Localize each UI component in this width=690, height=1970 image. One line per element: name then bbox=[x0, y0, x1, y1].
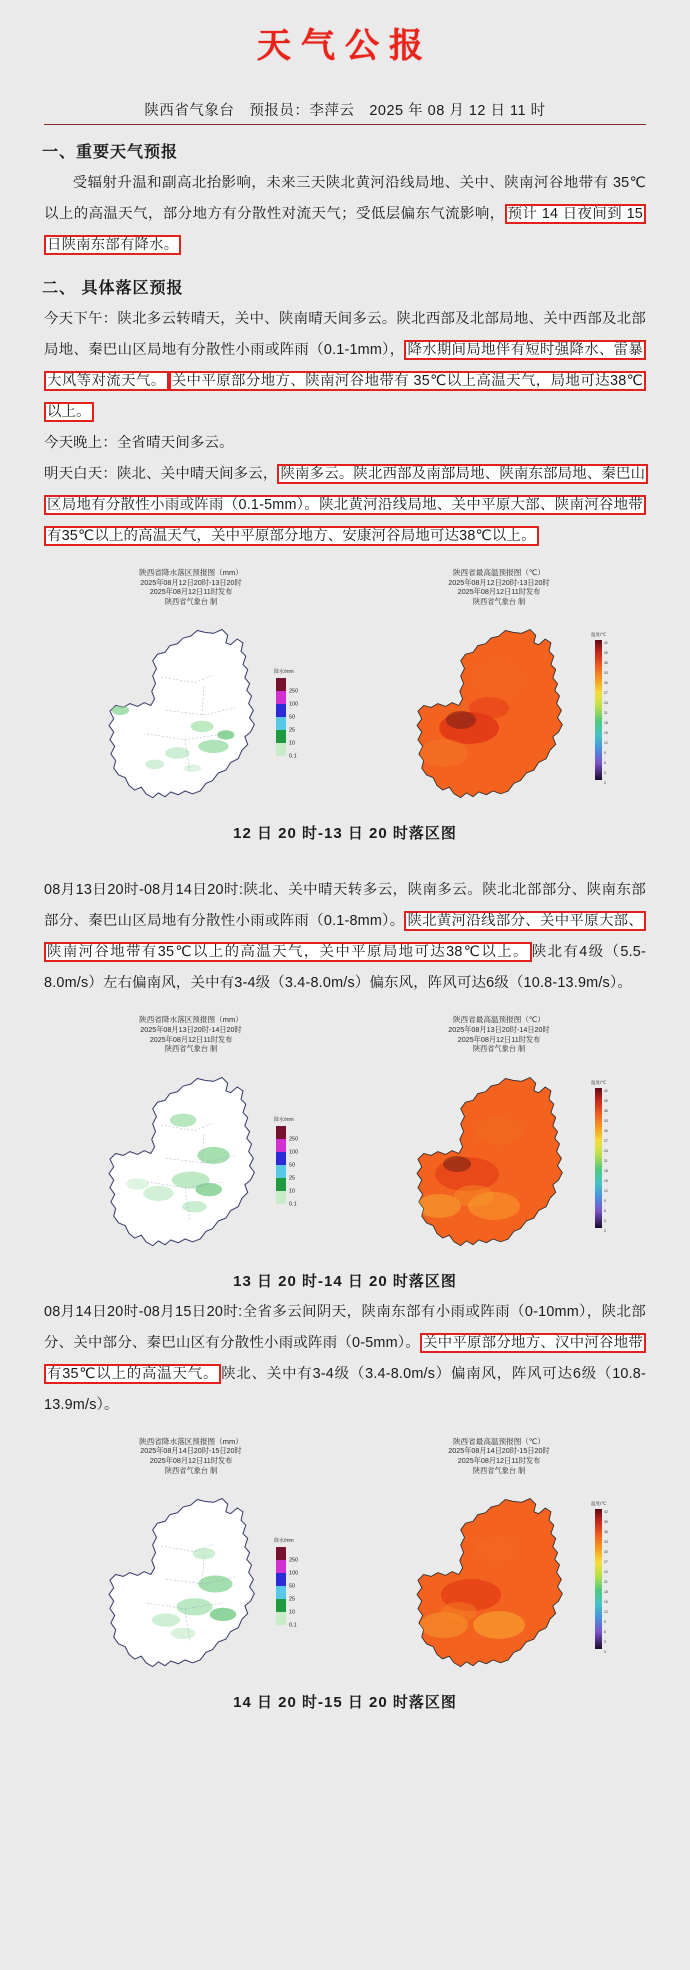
svg-text:24: 24 bbox=[604, 701, 608, 706]
body-text: 受辐射升温和副高北抬影响，未来三天陕北黄河沿线局地、关中、陕南河谷地带有 35℃以上的高温天气，部分地方有分散性对流天气；受低层偏东气流影响， bbox=[44, 175, 646, 222]
svg-text:10: 10 bbox=[289, 1188, 296, 1195]
svg-text:10: 10 bbox=[289, 1609, 296, 1616]
highlighted-text: 降水期间局地伴有短时强降水、雷暴大风等对流天气。 bbox=[44, 340, 646, 391]
svg-text:3: 3 bbox=[604, 1640, 606, 1645]
map-title-line: 陕西省气象台 制 bbox=[164, 1044, 218, 1054]
svg-text:39: 39 bbox=[604, 1098, 608, 1103]
svg-text:250: 250 bbox=[289, 1136, 299, 1143]
maps-root bbox=[0, 568, 690, 1712]
map-title bbox=[349, 1015, 649, 1053]
spacer bbox=[0, 849, 690, 875]
map-title-line: 2025年08月13日20时-14日20时 bbox=[140, 1024, 242, 1034]
map-title-line: 2025年08月12日20时-13日20时 bbox=[448, 577, 550, 587]
highlighted-text: 关中平原部分地方、汉中河谷地带有35℃以上的高温天气。 bbox=[44, 1333, 646, 1384]
map-canvas bbox=[349, 1056, 649, 1266]
svg-text:21: 21 bbox=[604, 1580, 608, 1585]
svg-text:0.1: 0.1 bbox=[289, 753, 297, 760]
map-title-line: 陕西省降水落区预报图（mm） bbox=[139, 1436, 243, 1446]
svg-text:21: 21 bbox=[604, 711, 608, 716]
map-title-line: 2025年08月12日11时发布 bbox=[457, 1034, 541, 1044]
map-title-line: 2025年08月12日11时发布 bbox=[149, 1034, 233, 1044]
svg-text:6: 6 bbox=[604, 1630, 606, 1635]
temperature-map bbox=[349, 1056, 649, 1266]
section-heading: 二、 具体落区预报 bbox=[42, 280, 184, 297]
map-title-line: 2025年08月12日11时发布 bbox=[457, 587, 541, 597]
svg-text:30: 30 bbox=[604, 1128, 608, 1133]
svg-text:降水/mm: 降水/mm bbox=[274, 1538, 294, 1545]
svg-text:3: 3 bbox=[604, 771, 606, 776]
body-text: 陕北有4级（5.5-8.0m/s）左右偏南风，关中有3-4级（3.4-8.0m/s）偏东风，阵风可达6级（10.8-13.9m/s）。 bbox=[44, 944, 646, 992]
paragraph bbox=[44, 1297, 646, 1421]
svg-text:0: 0 bbox=[604, 1650, 606, 1655]
body-text: 明天白天：陕北、关中晴天间多云， bbox=[44, 466, 278, 482]
map-title-line: 陕西省气象台 制 bbox=[472, 596, 526, 606]
svg-text:温度/℃: 温度/℃ bbox=[591, 1501, 607, 1507]
map-title-line: 陕西省气象台 制 bbox=[164, 596, 218, 606]
precipitation-figure bbox=[41, 1437, 341, 1687]
map-canvas bbox=[349, 608, 649, 818]
map-canvas bbox=[349, 1477, 649, 1687]
svg-text:25: 25 bbox=[289, 727, 296, 734]
map-caption: 14 日 20 时-15 日 20 时落区图 bbox=[233, 1694, 457, 1712]
precipitation-figure bbox=[41, 568, 341, 818]
map-canvas bbox=[41, 1056, 341, 1266]
map-title-line: 陕西省气象台 制 bbox=[472, 1044, 526, 1054]
map-title-line: 陕西省气象台 制 bbox=[472, 1465, 526, 1475]
byline: 陕西省气象台 预报员：李萍云 2025 年 08 月 12 日 11 时 bbox=[144, 103, 546, 119]
map-canvas bbox=[41, 1477, 341, 1687]
svg-text:30: 30 bbox=[604, 1550, 608, 1555]
temperature-map bbox=[349, 608, 649, 818]
body-text: 08月13日20时-08月14日20时:陕北、关中晴天转多云，陕南多云。陕北北部部分、陕南东部部分、秦巴山区局地有分散性小雨或阵雨（0.1-8mm）。 bbox=[44, 882, 646, 930]
svg-text:27: 27 bbox=[604, 691, 608, 696]
svg-text:250: 250 bbox=[289, 688, 299, 695]
svg-text:33: 33 bbox=[604, 1118, 608, 1123]
svg-text:9: 9 bbox=[604, 1198, 606, 1203]
paragraph bbox=[44, 875, 646, 999]
paragraph bbox=[44, 459, 646, 552]
sections-root bbox=[0, 139, 690, 552]
svg-text:降水/mm: 降水/mm bbox=[274, 1116, 294, 1123]
svg-text:25: 25 bbox=[289, 1175, 296, 1182]
map-title-line: 2025年08月12日11时发布 bbox=[457, 1455, 541, 1465]
map-title-line: 2025年08月12日20时-13日20时 bbox=[140, 577, 242, 587]
svg-text:42: 42 bbox=[604, 1088, 608, 1093]
map-title bbox=[41, 1015, 341, 1053]
svg-text:50: 50 bbox=[289, 1583, 296, 1590]
svg-text:12: 12 bbox=[604, 1188, 608, 1193]
svg-text:18: 18 bbox=[604, 1590, 608, 1595]
svg-text:9: 9 bbox=[604, 751, 606, 756]
svg-text:24: 24 bbox=[604, 1148, 608, 1153]
svg-text:10: 10 bbox=[289, 740, 296, 747]
temperature-map bbox=[349, 1477, 649, 1687]
body-text: 今天晚上：全省晴天间多云。 bbox=[44, 435, 234, 451]
map-title bbox=[349, 568, 649, 606]
svg-text:15: 15 bbox=[604, 1178, 608, 1183]
map-title-line: 陕西省降水落区预报图（mm） bbox=[139, 1015, 243, 1025]
svg-text:0.1: 0.1 bbox=[289, 1201, 297, 1208]
precipitation-figure bbox=[41, 1015, 341, 1265]
svg-text:24: 24 bbox=[604, 1570, 608, 1575]
map-title bbox=[349, 1437, 649, 1475]
svg-text:30: 30 bbox=[604, 681, 608, 686]
highlighted-text: 陕南多云。陕北西部及南部局地、陕南东部局地、秦巴山区局地有分散性小雨或阵雨（0.1-5mm）。陕北黄河沿线局地、关中平原大部、陕南河谷地带有35℃以上的高温天气，关中平原部分地方、安康河谷局地可达38℃以上。 bbox=[44, 464, 648, 546]
temperature-figure bbox=[349, 568, 649, 818]
paragraph bbox=[44, 428, 646, 459]
body-text: 今天下午：陕北多云转晴天，关中、陕南晴天间多云。陕北西部及北部局地、关中西部及北部局地、秦巴山区局地有分散性小雨或阵雨（0.1-1mm）， bbox=[44, 311, 646, 358]
svg-text:3: 3 bbox=[604, 1218, 606, 1223]
svg-text:33: 33 bbox=[604, 1540, 608, 1545]
map-block bbox=[0, 1437, 690, 1712]
svg-text:降水/mm: 降水/mm bbox=[274, 669, 294, 676]
svg-text:39: 39 bbox=[604, 1520, 608, 1525]
svg-text:21: 21 bbox=[604, 1158, 608, 1163]
svg-text:12: 12 bbox=[604, 1610, 608, 1615]
map-caption: 13 日 20 时-14 日 20 时落区图 bbox=[233, 1272, 457, 1290]
map-title-line: 陕西省气象台 制 bbox=[164, 1465, 218, 1475]
svg-text:36: 36 bbox=[604, 661, 608, 666]
map-title bbox=[41, 1437, 341, 1475]
map-title-line: 陕西省最高温预报图（℃） bbox=[452, 568, 546, 577]
svg-text:42: 42 bbox=[604, 641, 608, 646]
byline-container bbox=[44, 99, 646, 125]
map-title-line: 2025年08月12日11时发布 bbox=[149, 587, 233, 597]
section-heading: 一、重要天气预报 bbox=[42, 144, 179, 161]
map-block bbox=[0, 1015, 690, 1290]
svg-text:36: 36 bbox=[604, 1108, 608, 1113]
svg-text:18: 18 bbox=[604, 1168, 608, 1173]
svg-text:42: 42 bbox=[604, 1510, 608, 1515]
svg-text:6: 6 bbox=[604, 761, 606, 766]
svg-text:33: 33 bbox=[604, 671, 608, 676]
map-row bbox=[0, 1015, 690, 1265]
svg-text:27: 27 bbox=[604, 1560, 608, 1565]
map-title-line: 陕西省最高温预报图（℃） bbox=[452, 1015, 546, 1025]
svg-text:15: 15 bbox=[604, 731, 608, 736]
svg-text:0: 0 bbox=[604, 781, 606, 786]
svg-text:36: 36 bbox=[604, 1530, 608, 1535]
page-title: 天气公报 bbox=[257, 27, 433, 65]
paragraph bbox=[44, 304, 646, 428]
map-canvas bbox=[41, 608, 341, 818]
map-title bbox=[41, 568, 341, 606]
map-block bbox=[0, 568, 690, 843]
body-text: 08月14日20时-08月15日20时:全省多云间阴天，陕南东部有小雨或阵雨（0-10mm），陕北部分、关中部分、秦巴山区有分散性小雨或阵雨（0-5mm）。 bbox=[44, 1303, 646, 1351]
svg-text:27: 27 bbox=[604, 1138, 608, 1143]
map-title-line: 2025年08月12日11时发布 bbox=[149, 1455, 233, 1465]
svg-text:温度/℃: 温度/℃ bbox=[591, 1079, 607, 1085]
map-row bbox=[0, 568, 690, 818]
precipitation-map bbox=[41, 608, 341, 818]
map-row bbox=[0, 1437, 690, 1687]
highlighted-text: 陕北黄河沿线部分、关中平原大部、陕南河谷地带有35℃以上的高温天气，关中平原局地可达38℃以上。 bbox=[44, 911, 646, 962]
body-text: 陕北、关中有3-4级（3.4-8.0m/s）偏南风，阵风可达6级（10.8-13.9m/s）。 bbox=[44, 1365, 646, 1413]
paragraph bbox=[44, 168, 646, 261]
svg-text:0: 0 bbox=[604, 1228, 606, 1233]
svg-text:温度/℃: 温度/℃ bbox=[591, 632, 607, 638]
temperature-figure bbox=[349, 1015, 649, 1265]
temperature-figure bbox=[349, 1437, 649, 1687]
map-title-line: 2025年08月14日20时-15日20时 bbox=[140, 1446, 242, 1456]
map-title-line: 陕西省最高温预报图（℃） bbox=[452, 1436, 546, 1446]
svg-text:50: 50 bbox=[289, 1162, 296, 1169]
svg-text:12: 12 bbox=[604, 741, 608, 746]
map-caption: 12 日 20 时-13 日 20 时落区图 bbox=[233, 825, 457, 843]
map-title-line: 陕西省降水落区预报图（mm） bbox=[139, 568, 243, 577]
svg-text:6: 6 bbox=[604, 1208, 606, 1213]
svg-text:50: 50 bbox=[289, 714, 296, 721]
svg-text:250: 250 bbox=[289, 1557, 299, 1564]
svg-text:39: 39 bbox=[604, 651, 608, 656]
map-title-line: 2025年08月14日20时-15日20时 bbox=[448, 1446, 550, 1456]
svg-text:15: 15 bbox=[604, 1600, 608, 1605]
highlighted-text: 预计 14 日夜间到 15 日陕南东部有降水。 bbox=[44, 204, 646, 255]
svg-text:25: 25 bbox=[289, 1596, 296, 1603]
map-title-line: 2025年08月13日20时-14日20时 bbox=[448, 1024, 550, 1034]
svg-text:9: 9 bbox=[604, 1620, 606, 1625]
highlighted-text: 关中平原部分地方、陕南河谷地带有 35℃以上高温天气，局地可达38℃以上。 bbox=[44, 371, 646, 422]
precipitation-map bbox=[41, 1477, 341, 1687]
svg-text:100: 100 bbox=[289, 1570, 299, 1577]
svg-text:0.1: 0.1 bbox=[289, 1622, 297, 1629]
svg-text:100: 100 bbox=[289, 1149, 299, 1156]
svg-text:18: 18 bbox=[604, 721, 608, 726]
precipitation-map bbox=[41, 1056, 341, 1266]
svg-text:100: 100 bbox=[289, 701, 299, 708]
